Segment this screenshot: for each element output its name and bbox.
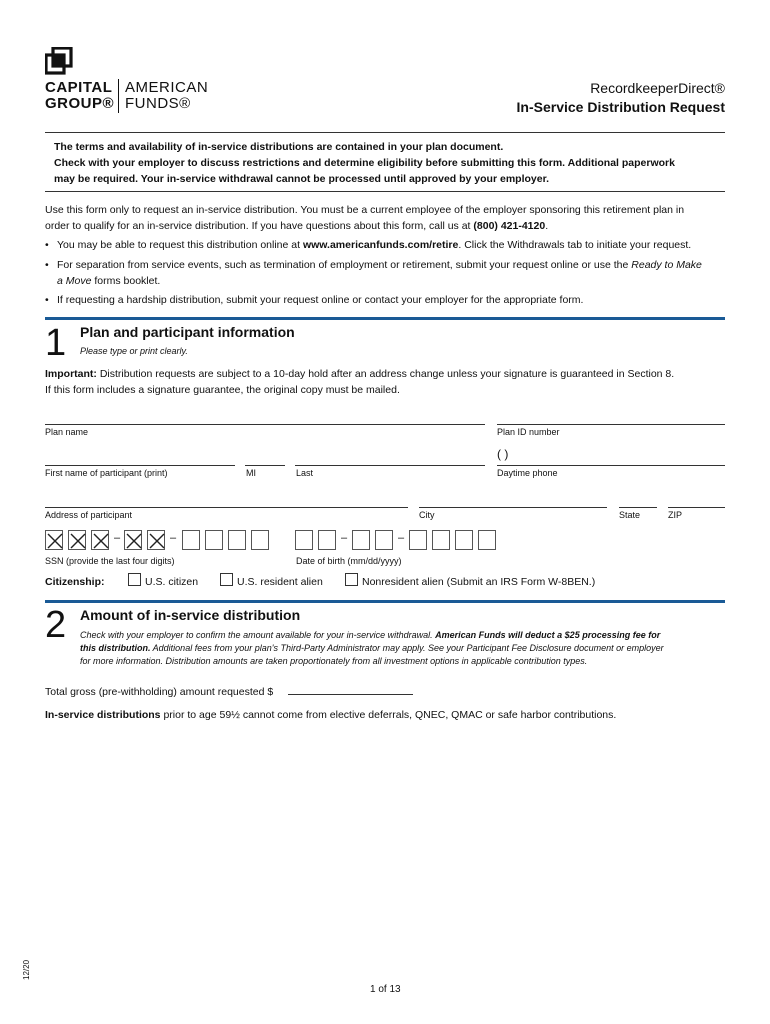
- ssn-dash: –: [114, 532, 121, 544]
- citizenship-label: Citizenship:: [45, 576, 105, 588]
- bullet-separation: [45, 257, 735, 289]
- city-field[interactable]: [419, 507, 607, 508]
- x-mark-icon: [125, 531, 143, 551]
- logo: [45, 45, 215, 115]
- bullet1-end: . Click the Withdrawals tab to initiate your request.: [458, 239, 692, 251]
- section1-title: Plan and participant information: [80, 324, 295, 340]
- x-mark-icon: [92, 531, 110, 551]
- logo-funds: FUNDS®: [125, 95, 191, 112]
- intro-phone: (800) 421-4120: [473, 220, 546, 232]
- important-text: Distribution requests are subject to a 10-day hold after an address change unless your signature is guaranteed in Section 8.: [96, 368, 675, 380]
- bullet1-text: You may be able to request this distribution online at: [57, 239, 303, 251]
- dob-digit-box[interactable]: [478, 530, 496, 550]
- section2-description: [80, 629, 730, 668]
- in-service-note: [45, 707, 735, 723]
- section2-desc3: for more information. Distribution amounts are taken proportionately from all investment options in applicable contribution types.: [80, 656, 588, 666]
- first-name-field[interactable]: [45, 465, 235, 466]
- logo-group: GROUP®: [45, 95, 115, 112]
- nonresident-alien-label: Nonresident alien (Submit an IRS Form W-8BEN.): [362, 576, 596, 588]
- resident-alien-checkbox[interactable]: [220, 573, 233, 586]
- capital-group-logo-icon: [45, 47, 73, 75]
- resident-alien-label: U.S. resident alien: [237, 576, 323, 588]
- plan-id-field[interactable]: [497, 424, 725, 425]
- city-label: City: [419, 510, 435, 520]
- first-name-label: First name of participant (print): [45, 468, 168, 478]
- section2-fee-note-end: this distribution.: [80, 643, 151, 653]
- intro-line2-end: .: [545, 220, 549, 232]
- dob-digit-box[interactable]: [295, 530, 313, 550]
- bullet2-italic1: Ready to Make: [631, 259, 702, 271]
- section1-bar: [45, 317, 725, 320]
- bullet-online: [45, 237, 735, 253]
- notice-line3: may be required. Your in-service withdrawal cannot be processed until approved by your employer.: [54, 173, 550, 185]
- bullet2-italic2: a Move: [57, 275, 92, 287]
- logo-capital: CAPITAL: [45, 79, 113, 96]
- logo-american: AMERICAN: [125, 79, 209, 96]
- us-citizen-checkbox[interactable]: [128, 573, 141, 586]
- bullet2-end: forms booklet.: [91, 275, 161, 287]
- x-mark-icon: [148, 531, 166, 551]
- ssn-masked-digit: [124, 530, 142, 550]
- product-name: RecordkeeperDirect®: [590, 80, 725, 96]
- last-label: Last: [296, 468, 314, 478]
- plan-name-field[interactable]: [45, 424, 485, 425]
- section2-desc2: Additional fees from your plan's Third-Party Administrator may apply. See your Participant Fee Disclosure document or employer: [150, 643, 664, 653]
- ssn-input[interactable]: [45, 530, 285, 552]
- in-service-note-text: prior to age 59½ cannot come from elective deferrals, QNEC, QMAC or safe harbor contributions.: [160, 709, 617, 721]
- dob-digit-box[interactable]: [318, 530, 336, 550]
- us-citizen-label: U.S. citizen: [145, 576, 199, 588]
- dob-digit-box[interactable]: [455, 530, 473, 550]
- mi-field[interactable]: [245, 465, 285, 466]
- ssn-digit-box[interactable]: [182, 530, 200, 550]
- bullet2-text: For separation from service events, such as termination of employment or retirement, submit your request online or use the: [57, 259, 632, 271]
- address-field[interactable]: [45, 507, 408, 508]
- nonresident-alien-checkbox[interactable]: [345, 573, 358, 586]
- dob-dash: –: [341, 532, 348, 544]
- in-service-note-bold: In-service distributions: [45, 709, 161, 721]
- mi-label: MI: [246, 468, 256, 478]
- bullet3-text: If requesting a hardship distribution, submit your request online or contact your employer for the appropriate form.: [57, 294, 584, 306]
- bullet-dot: •: [45, 239, 49, 251]
- dob-digit-box[interactable]: [352, 530, 370, 550]
- form-title: In-Service Distribution Request: [516, 99, 725, 115]
- x-mark-icon: [69, 531, 87, 551]
- section1-subtitle: Please type or print clearly.: [80, 346, 188, 356]
- dob-label: Date of birth (mm/dd/yyyy): [296, 556, 402, 566]
- form-date-code: 12/20: [22, 959, 31, 980]
- total-gross-amount-field[interactable]: [288, 694, 413, 695]
- logo-divider: [118, 79, 119, 113]
- zip-label: ZIP: [668, 510, 683, 520]
- intro-line1: Use this form only to request an in-service distribution. You must be a current employee of the employer sponsoring this retirement plan in: [45, 204, 685, 216]
- ssn-label: SSN (provide the last four digits): [45, 556, 175, 566]
- important-note: [45, 366, 735, 398]
- ssn-digit-box[interactable]: [205, 530, 223, 550]
- ssn-masked-digit: [45, 530, 63, 550]
- plan-name-label: Plan name: [45, 427, 89, 437]
- section2-desc1: Check with your employer to confirm the amount available for your in-service withdrawal.: [80, 630, 436, 640]
- dob-dash: –: [398, 532, 405, 544]
- bullet-hardship: [45, 292, 735, 308]
- ssn-masked-digit: [91, 530, 109, 550]
- important-label: Important:: [45, 368, 97, 380]
- ssn-masked-digit: [68, 530, 86, 550]
- dob-digit-box[interactable]: [432, 530, 450, 550]
- ssn-digit-box[interactable]: [251, 530, 269, 550]
- bullet-dot: •: [45, 259, 49, 271]
- intro-paragraph: [45, 202, 735, 234]
- page-number: 1 of 13: [370, 984, 401, 995]
- notice-box: [45, 132, 725, 192]
- section2-bar: [45, 600, 725, 603]
- ssn-masked-digit: [147, 530, 165, 550]
- last-name-field[interactable]: [295, 465, 485, 466]
- intro-line2: [45, 218, 735, 234]
- notice-line2: Check with your employer to discuss restrictions and determine eligibility before submitting this form. Additional paperwork: [54, 157, 675, 169]
- ssn-digit-box[interactable]: [228, 530, 246, 550]
- zip-field[interactable]: [668, 507, 725, 508]
- notice-line1: The terms and availability of in-service distributions are contained in your plan document.: [54, 141, 504, 153]
- x-mark-icon: [46, 531, 64, 551]
- section1-number: 1: [45, 322, 67, 364]
- intro-line2-text: order to qualify for an in-service distribution. If you have questions about this form, call us at: [45, 220, 474, 232]
- bullet-dot: •: [45, 294, 49, 306]
- state-field[interactable]: [619, 507, 657, 508]
- important-line2: If this form includes a signature guarantee, the original copy must be mailed.: [45, 384, 400, 396]
- ssn-dash: –: [170, 532, 177, 544]
- section2-fee-note: American Funds will deduct a $25 processing fee for: [435, 630, 661, 640]
- americanfunds-link[interactable]: www.americanfunds.com/retire: [302, 239, 459, 251]
- daytime-phone-field[interactable]: [497, 465, 725, 466]
- plan-id-label: Plan ID number: [497, 427, 560, 437]
- phone-label: Daytime phone: [497, 468, 558, 478]
- dob-digit-box[interactable]: [375, 530, 393, 550]
- section2-title: Amount of in-service distribution: [80, 607, 301, 623]
- section2-number: 2: [45, 604, 67, 646]
- total-gross-label: Total gross (pre-withholding) amount requested $: [45, 686, 274, 698]
- dob-input[interactable]: [295, 530, 505, 552]
- address-label: Address of participant: [45, 510, 133, 520]
- phone-area-code-paren: ( ): [497, 447, 509, 461]
- state-label: State: [619, 510, 641, 520]
- dob-digit-box[interactable]: [409, 530, 427, 550]
